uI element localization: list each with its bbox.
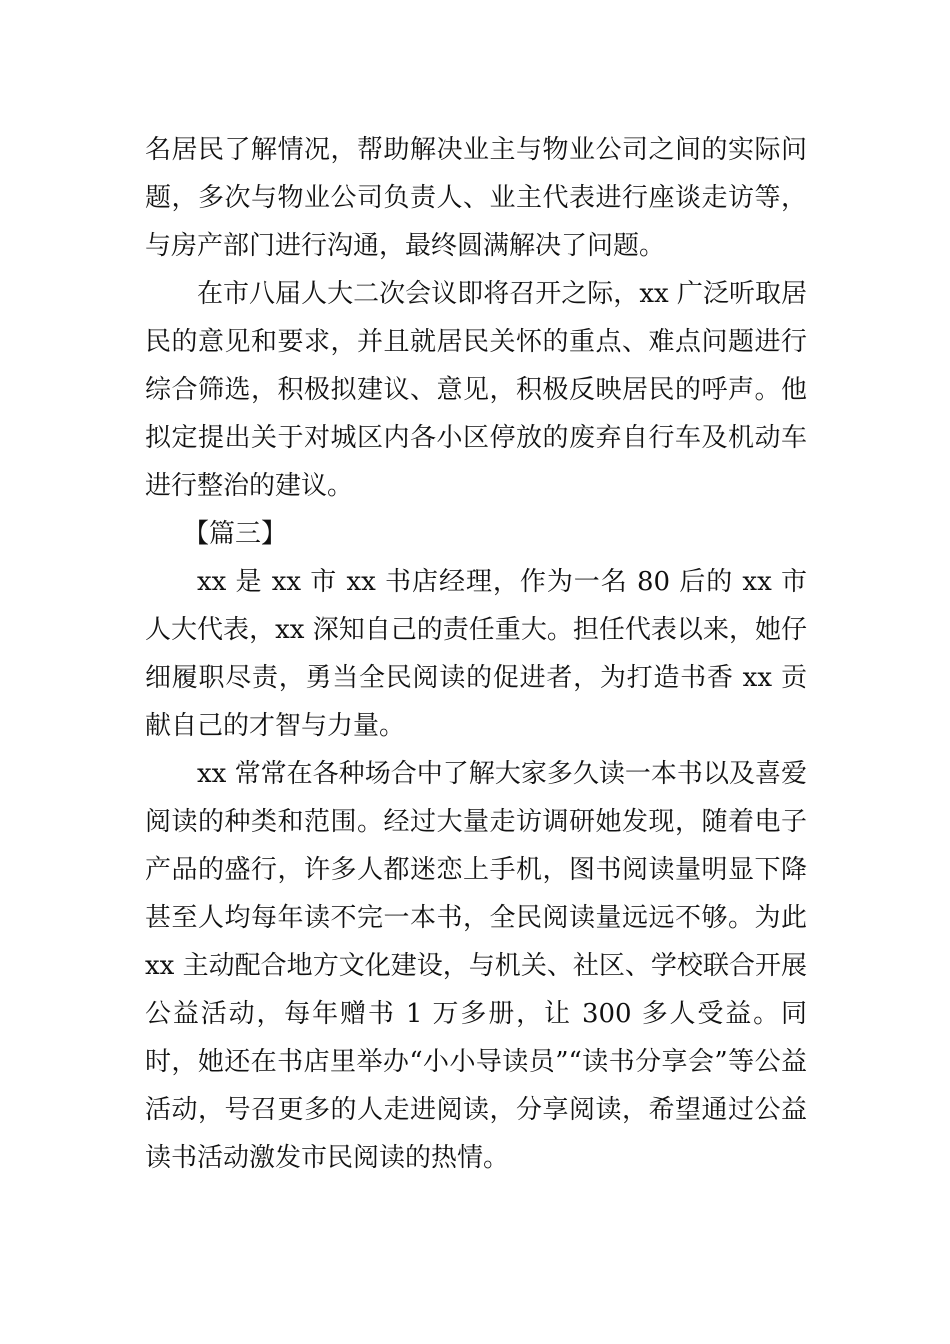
paragraph: 在市八届人大二次会议即将召开之际，xx 广泛听取居民的意见和要求，并且就居民关怀的重点、难点问题进行综合筛选，积极拟建议、意见，积极反映居民的呼声。他拟定提出关于对城区内各小区停放的废弃自行车及机动车进行整治的建议。 [145,279,807,501]
paragraph-continued: 名居民了解情况，帮助解决业主与物业公司之间的实际问题，多次与物业公司负责人、业主代表进行座谈走访等，与房产部门进行沟通，最终圆满解决了问题。 [145,135,807,261]
paragraph: xx 常常在各种场合中了解大家多久读一本书以及喜爱阅读的种类和范围。经过大量走访调研她发现，随着电子产品的盛行，许多人都迷恋上手机，图书阅读量明显下降甚至人均每年读不完一本书，全民阅读量远远不够。为此 xx 主动配合地方文化建设，与机关、社区、学校联合开展公益活动，每年赠书 1 万多册，让 300 多人受益。同时，她还在书店里举办“小小导读员”“读书分享会”等公益活动，号召更多的人走进阅读，分享阅读，希望通过公益读书活动激发市民阅读的热情。 [145,759,807,1173]
paragraph: xx 是 xx 市 xx 书店经理，作为一名 80 后的 xx 市人大代表，xx 深知自己的责任重大。担任代表以来，她仔细履职尽责，勇当全民阅读的促进者，为打造书香 xx 贡献自己的才智与力量。 [145,567,807,741]
document-body [145,126,807,1182]
section-heading: 【篇三】 [183,519,288,549]
